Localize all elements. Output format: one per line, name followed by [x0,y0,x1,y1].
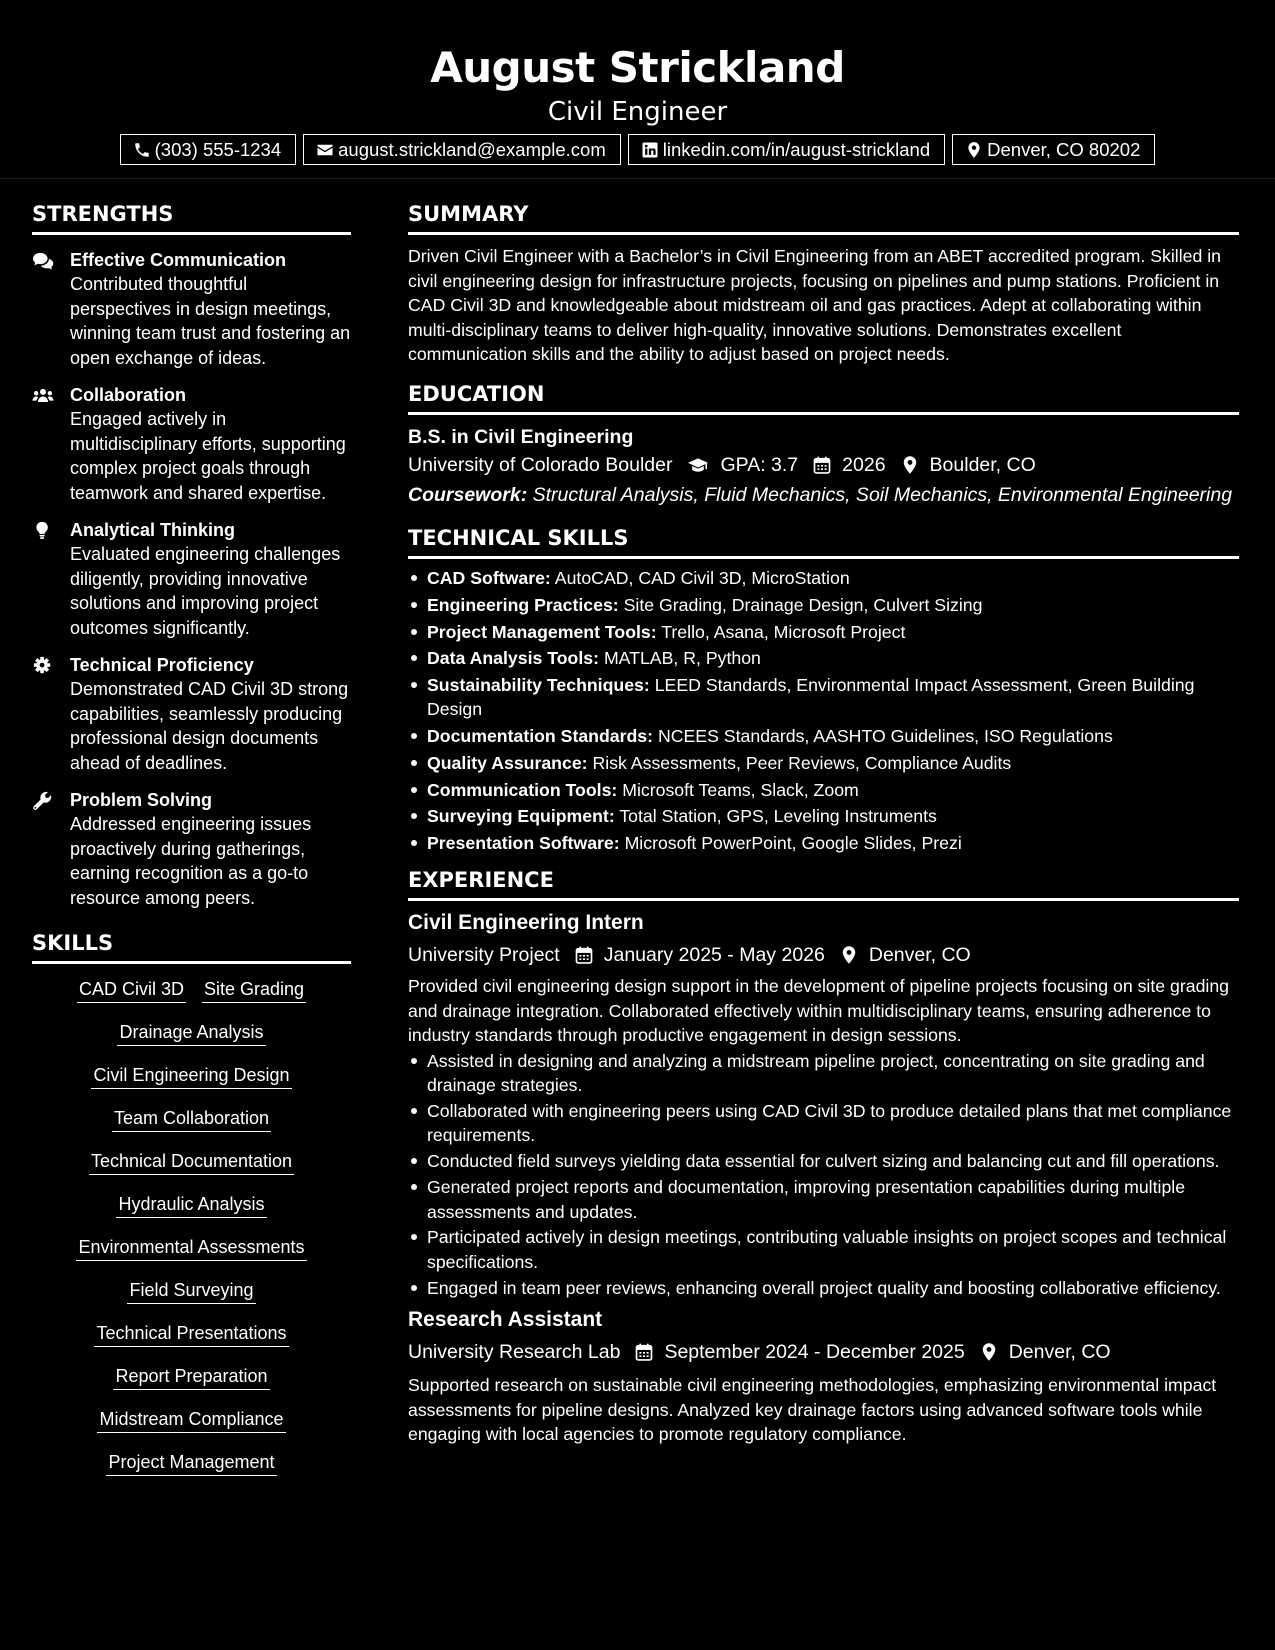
skill-tag: Project Management [106,1451,276,1476]
skill-tag: Team Collaboration [112,1107,271,1132]
strengths-section [32,201,351,910]
list-item [408,673,1239,721]
strength-item [32,383,351,505]
skill-values: LEED Standards, Environmental Impact Assessment, Green Building Design [427,675,1195,720]
graduation-cap-icon [686,455,710,475]
summary-section [408,201,1239,367]
list-item [408,724,1239,748]
skill-values: MATLAB, R, Python [603,648,761,669]
list-item: Collaborated with engineering peers using CAD Civil 3D to produce detailed plans that met compliance requirements. [408,1099,1239,1148]
skill-values: AutoCAD, CAD Civil 3D, MicroStation [554,568,850,588]
skill-category: Surveying Equipment: [427,806,615,827]
school-location: Boulder, CO [929,453,1036,476]
coursework-label: Coursework: [408,483,528,506]
list-item [408,620,1239,644]
school-name: University of Colorado Boulder [408,453,673,476]
job-location: Denver, CO [1008,1341,1111,1364]
skill-category: Engineering Practices: [427,594,619,615]
degree-title: B.S. in Civil Engineering [408,425,634,448]
list-item [408,831,1239,855]
strength-item [32,653,351,775]
list-item: Participated actively in design meetings, contributing valuable insights on project scopes and technical specifications. [408,1225,1239,1274]
experience-section [408,867,1239,1446]
experience-entry [408,909,1239,1300]
strength-title: Analytical Thinking [70,520,236,540]
contact-email-text: august.strickland@example.com [338,138,606,160]
job-organization: University Project [408,944,560,967]
skill-category: CAD Software: [427,568,551,588]
calendar-icon [812,455,832,475]
job-title: Civil Engineering Intern [408,911,644,935]
gpa: GPA: 3.7 [720,453,799,476]
job-meta [408,940,1239,970]
skill-tag: Field Surveying [127,1279,255,1304]
contact-phone-text: (303) 555-1234 [154,138,282,160]
skill-tag: Drainage Analysis [117,1021,265,1046]
skills-heading: SKILLS [32,930,351,964]
summary-heading: SUMMARY [408,201,1239,235]
skill-tag: Civil Engineering Design [91,1064,291,1089]
skill-category: Data Analysis Tools: [427,648,600,669]
graduation-year: 2026 [842,453,886,476]
skill-tag: Report Preparation [113,1365,269,1390]
job-title: Research Assistant [408,1308,603,1332]
contact-location [952,134,1155,165]
coursework-list: Structural Analysis, Fluid Mechanics, Soil Mechanics, Environmental Engineering [532,483,1233,506]
skill-tag: Environmental Assessments [76,1236,306,1261]
skills-section [32,930,351,1476]
strengths-heading: STRENGTHS [32,201,351,235]
skill-tag: Midstream Compliance [97,1408,285,1433]
summary-text: Driven Civil Engineer with a Bachelor’s in Civil Engineering from an ABET accredited program. Skilled in civil engineering design for infrastructure projects, focusing on pipelines and pump stations. Proficient in CAD Civil 3D and knowledgeable about midstream oil and gas practices. Adept at collaborating within multi-disciplinary teams to deliver high-quality, innovative solutions. Demonstrates excellent communication skills and the ability to adjust based on project needs. [408,246,1222,364]
strength-item [32,788,351,910]
education-heading: EDUCATION [408,381,1239,415]
users-icon [32,386,54,406]
contact-email[interactable] [303,134,621,165]
contact-location-text: Denver, CO 80202 [987,138,1141,160]
skills-list [32,978,351,1476]
lightbulb-icon [32,521,54,541]
technical-skills-list [408,566,1239,855]
skill-category: Documentation Standards: [427,725,654,746]
technical-skills-heading: TECHNICAL SKILLS [408,525,1239,559]
skill-values: NCEES Standards, AASHTO Guidelines, ISO Regulations [657,725,1113,746]
map-marker-icon [979,1342,999,1362]
gear-icon [32,656,54,676]
list-item [408,566,1239,590]
skill-tag: CAD Civil 3D [77,978,186,1003]
coursework [408,483,1239,508]
contact-phone[interactable] [120,134,297,165]
skill-category: Communication Tools: [427,779,618,800]
list-item [408,751,1239,775]
comments-icon [32,251,54,271]
skill-values: Microsoft PowerPoint, Google Slides, Prezi [624,833,962,854]
strength-description: Addressed engineering issues proactively during gatherings, earning recognition as a go-to resource among peers. [70,814,312,908]
map-marker-icon [900,455,920,475]
skill-tag: Technical Presentations [94,1322,288,1347]
strength-title: Effective Communication [70,250,287,270]
list-item [408,804,1239,828]
linkedin-icon [641,141,659,159]
strength-description: Demonstrated CAD Civil 3D strong capabilities, seamlessly producing professional design documents ahead of deadlines. [70,679,349,773]
job-description: Supported research on sustainable civil engineering methodologies, emphasizing environmental impact assessments for pipeline designs. Analyzed key drainage factors using advanced software tools while engaging with local agencies to promote regulatory compliance. [408,1375,1217,1445]
calendar-icon [634,1342,654,1362]
skill-tag: Hydraulic Analysis [116,1193,266,1218]
job-meta [408,1337,1239,1367]
skill-category: Quality Assurance: [427,752,588,773]
education-section [408,381,1239,508]
list-item [408,778,1239,802]
strength-description: Evaluated engineering challenges diligently, providing innovative solutions and improving project outcomes significantly. [70,544,341,638]
list-item: Engaged in team peer reviews, enhancing overall project quality and boosting collaborative efficiency. [408,1276,1239,1301]
wrench-icon [32,791,54,811]
candidate-name: August Strickland [430,43,845,92]
contact-bar [0,134,1275,165]
envelope-icon [316,141,334,159]
contact-linkedin-text: linkedin.com/in/august-strickland [662,138,931,160]
strength-title: Problem Solving [70,790,213,810]
job-bullets [408,1049,1239,1300]
skill-values: Microsoft Teams, Slack, Zoom [622,779,859,800]
calendar-icon [574,945,594,965]
job-description: Provided civil engineering design support in the development of pipeline projects focusing on site grading and drainage integration. Collaborated effectively within multidisciplinary teams, ensuring adherence to industry standards through productive engagement in design sessions. [408,976,1230,1046]
strength-description: Contributed thoughtful perspectives in design meetings, winning team trust and fostering an open exchange of ideas. [70,274,351,368]
skill-tag: Site Grading [202,978,306,1003]
strength-title: Technical Proficiency [70,655,254,675]
list-item [408,593,1239,617]
skill-values: Site Grading, Drainage Design, Culvert Sizing [623,594,983,615]
phone-icon [133,141,151,159]
strength-title: Collaboration [70,385,186,405]
experience-heading: EXPERIENCE [408,867,1239,901]
skill-category: Presentation Software: [427,833,620,854]
job-dates: September 2024 - December 2025 [664,1341,965,1364]
left-column [32,201,351,1476]
strength-item [32,248,351,370]
list-item [408,646,1239,670]
list-item: Generated project reports and documentation, improving presentation capabilities during multiple assessments and updates. [408,1175,1239,1224]
experience-entry [408,1306,1239,1447]
skill-category: Project Management Tools: [427,621,657,642]
right-column [408,201,1239,1447]
skill-category: Sustainability Techniques: [427,675,650,696]
list-item: Conducted field surveys yielding data essential for culvert sizing and balancing cut and fill operations. [408,1149,1239,1174]
job-organization: University Research Lab [408,1341,621,1364]
map-marker-icon [839,945,859,965]
candidate-role: Civil Engineer [547,97,728,127]
skill-values: Trello, Asana, Microsoft Project [661,621,906,642]
skill-values: Total Station, GPS, Leveling Instruments [619,806,937,827]
job-dates: January 2025 - May 2026 [603,944,825,967]
map-marker-icon [965,141,983,159]
skill-values: Risk Assessments, Peer Reviews, Compliance Audits [592,752,1012,773]
job-location: Denver, CO [868,944,971,967]
contact-linkedin[interactable] [628,134,945,165]
technical-skills-section [408,525,1239,855]
education-meta [408,450,1239,480]
skill-tag: Technical Documentation [89,1150,294,1175]
strength-description: Engaged actively in multidisciplinary efforts, supporting complex project goals through teamwork and shared expertise. [70,409,346,503]
resume-header [0,0,1275,179]
list-item: Assisted in designing and analyzing a midstream pipeline project, concentrating on site grading and drainage strategies. [408,1049,1239,1098]
strength-item [32,518,351,640]
